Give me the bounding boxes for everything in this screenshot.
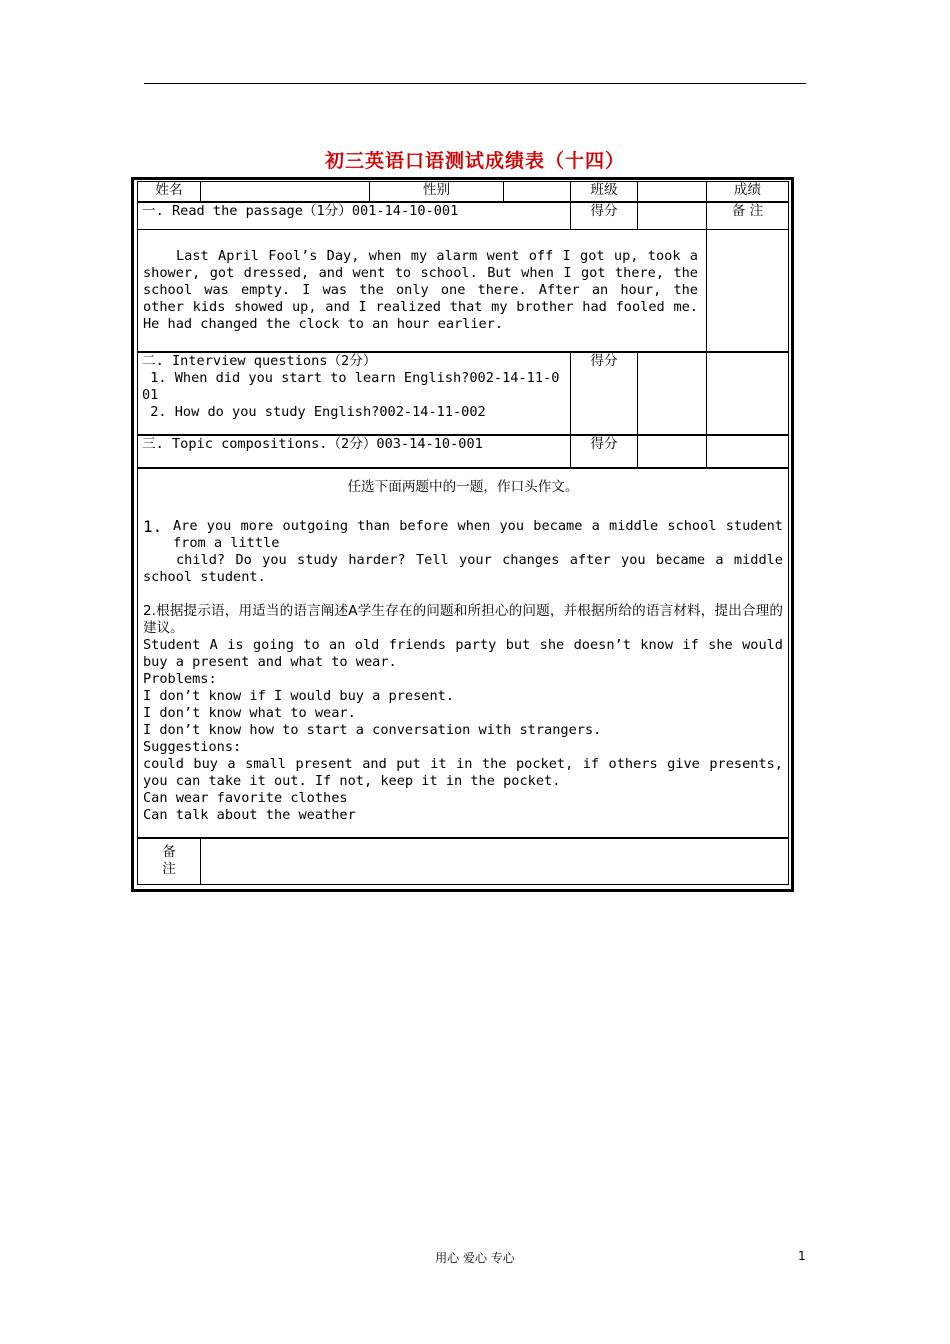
suggestions-label: Suggestions:: [143, 738, 242, 755]
score-label: 成绩: [707, 182, 789, 202]
section2-score-label: 得分: [571, 352, 638, 435]
section2-row: [138, 352, 789, 435]
composition-instruction: 任选下面两题中的一题，作口头作文。: [347, 478, 579, 495]
topic1-number: 1.: [143, 516, 163, 536]
topic1-line1: Are you more outgoing than before when you became a middle school student from a little: [173, 517, 783, 551]
remark-label: 备 注: [707, 202, 789, 230]
problem-item: I don’t know what to wear.: [143, 704, 356, 721]
reading-passage: Last April Fool’s Day, when my alarm went off I got up, took a shower, got dressed, and went to school. But when I got there, the school was empty. I was the only one there. After an hour, the other kids showed up, and I realized that my brother had fooled me. He had changed the clock to an hour earlier.: [143, 247, 698, 332]
section1-header-row: [138, 202, 789, 230]
topic1-line2: child? Do you study harder? Tell your changes after you became a middle school student.: [143, 551, 783, 585]
section3-content-row: [138, 468, 789, 838]
interview-question-2: 2. How do you study English?002-14-11-002: [142, 403, 486, 420]
topic2-situation: Student A is going to an old friends party but she doesn’t know if she would buy a present and what to wear.: [143, 636, 783, 670]
problems-label: Problems:: [143, 670, 217, 687]
gender-label: 性别: [370, 182, 504, 202]
section1-remark-field[interactable]: [707, 230, 789, 352]
name-label: 姓名: [138, 182, 201, 202]
topic2-heading: 2.根据提示语，用适当的语言阐述A学生存在的问题和所担心的问题，并根据所给的语言材料，提出合理的建议。: [143, 602, 783, 636]
section1-score-label: 得分: [571, 202, 638, 230]
suggestion-item: Can talk about the weather: [143, 806, 356, 823]
section3-score-label: 得分: [571, 435, 638, 468]
section3-remark-field[interactable]: [707, 435, 789, 468]
gender-field[interactable]: [504, 182, 571, 202]
header-rule: [144, 83, 806, 84]
suggestion-item: Can wear favorite clothes: [143, 789, 348, 806]
class-label: 班级: [571, 182, 638, 202]
page-number: 1: [798, 1249, 806, 1263]
interview-question-1: 1. When did you start to learn English?002-14-11-001: [142, 369, 560, 403]
section3-heading: 三. Topic compositions.（2分）003-14-10-001: [138, 435, 571, 468]
page-footer: 用心 爱心 专心: [435, 1251, 515, 1265]
section2-score-field[interactable]: [638, 352, 707, 435]
remarks-field[interactable]: [201, 838, 789, 885]
student-info-row: [138, 182, 789, 202]
section3-header-row: [138, 435, 789, 468]
section1-heading: 一. Read the passage（1分）001-14-10-001: [138, 202, 571, 230]
problem-item: I don’t know how to start a conversation with strangers.: [143, 721, 602, 738]
name-field[interactable]: [201, 182, 370, 202]
remarks-label: 备 注: [138, 838, 201, 885]
remarks-row: [138, 838, 789, 885]
section3-score-field[interactable]: [638, 435, 707, 468]
section2-heading: 二. Interview questions（2分）: [142, 352, 377, 369]
problem-item: I don’t know if I would buy a present.: [143, 687, 454, 704]
score-table: [137, 181, 789, 885]
page-title: 初三英语口语测试成绩表（十四）: [324, 150, 625, 172]
section1-score-field[interactable]: [638, 202, 707, 230]
suggestion-item: could buy a small present and put it in the pocket, if others give presents, you can take it out. If not, keep it in the pocket.: [143, 755, 783, 789]
class-field[interactable]: [638, 182, 707, 202]
section1-passage-row: [138, 230, 789, 352]
section2-remark-field[interactable]: [707, 352, 789, 435]
